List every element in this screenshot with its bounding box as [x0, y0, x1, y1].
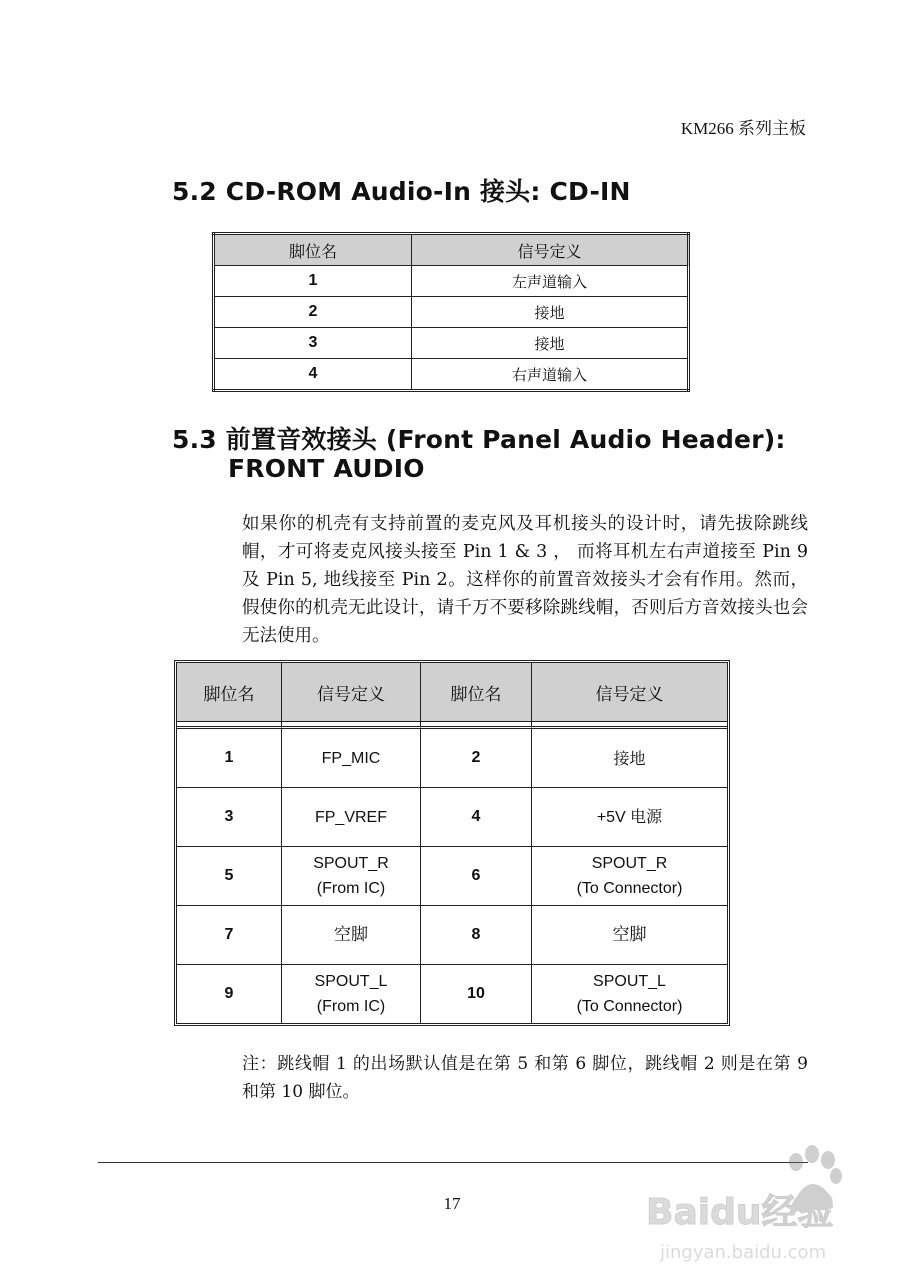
- page-number: 17: [443, 1194, 461, 1213]
- signal-cell: +5V 电源: [532, 788, 727, 847]
- pin-cell: 2: [421, 729, 532, 788]
- signal-cell: SPOUT_L (From IC): [282, 965, 421, 1023]
- pin-cell: 2: [214, 297, 412, 328]
- signal-cell: 接地: [532, 729, 727, 788]
- pin-cell: 1: [214, 266, 412, 297]
- col-header-signal-b: 信号定义: [532, 663, 727, 722]
- pin-cell: 10: [421, 965, 532, 1023]
- signal-cell: FP_MIC: [282, 729, 421, 788]
- table-row: [214, 328, 689, 359]
- col-header-pin-b: 脚位名: [421, 663, 532, 722]
- signal-cell: 空脚: [282, 906, 421, 965]
- pin-cell: 8: [421, 906, 532, 965]
- signal-cell: 接地: [412, 297, 689, 328]
- pin-cell: 5: [177, 847, 282, 906]
- signal-cell: FP_VREF: [282, 788, 421, 847]
- jumper-note: 注：跳线帽 1 的出场默认值是在第 5 和第 6 脚位，跳线帽 2 则是在第 9 和第 10 脚位。: [242, 1054, 808, 1102]
- section-5-2-title: 5.2 CD-ROM Audio-In 接头: CD-IN: [172, 177, 631, 206]
- table-row: [177, 729, 727, 788]
- section-5-3-paragraph: 如果你的机壳有支持前置的麦克风及耳机接头的设计时，请先拔除跳线帽，才可将麦克风接头接至 Pin 1 & 3 ， 而将耳机左右声道接至 Pin 9 及 Pin 5, 地线接至 Pin 2。这样你的前置音效接头才会有作用。然而，假使你的机壳无此设计，请千万不要移除跳线帽，否则后方音效接头也会无法使用。: [242, 514, 808, 646]
- baidu-jingyan-watermark-logo: [646, 1140, 846, 1268]
- signal-cell: SPOUT_L (To Connector): [576, 973, 683, 1015]
- pin-cell: 1: [177, 729, 282, 788]
- col-header-pin-a: 脚位名: [177, 663, 282, 722]
- cd-in-pin-table: [212, 232, 690, 392]
- pin-cell: 7: [177, 906, 282, 965]
- section-5-3-title-line2: FRONT AUDIO: [228, 454, 425, 483]
- table-row: [214, 266, 689, 297]
- signal-cell: 接地: [412, 328, 689, 359]
- section-5-3-title-line1: 5.3 前置音效接头 (Front Panel Audio Header):: [172, 425, 786, 454]
- watermark-brand: Baidu经验: [646, 1192, 834, 1233]
- table-row: [177, 965, 727, 1023]
- table-row: [177, 788, 727, 847]
- table-row: [177, 906, 727, 965]
- pin-cell: 4: [214, 359, 412, 391]
- pin-cell: 3: [177, 788, 282, 847]
- front-audio-pin-table: [174, 660, 730, 1026]
- signal-cell: 空脚: [532, 906, 727, 965]
- pin-cell: 4: [421, 788, 532, 847]
- running-header: KM266 系列主板: [680, 119, 806, 138]
- pin-cell: 9: [177, 965, 282, 1023]
- table-row: [177, 847, 727, 906]
- signal-cell: 右声道输入: [412, 359, 689, 391]
- signal-cell: 左声道输入: [412, 266, 689, 297]
- watermark-url: jingyan.baidu.com: [660, 1242, 827, 1263]
- col-header-signal-a: 信号定义: [282, 663, 421, 722]
- pin-cell: 6: [421, 847, 532, 906]
- col-header-signal: 信号定义: [412, 234, 689, 266]
- col-header-pin: 脚位名: [214, 234, 412, 266]
- signal-cell: SPOUT_R (To Connector): [532, 847, 727, 906]
- table-row: [214, 359, 689, 391]
- table-row: [214, 297, 689, 328]
- pin-cell: 3: [214, 328, 412, 359]
- signal-cell: SPOUT_R (From IC): [282, 847, 421, 906]
